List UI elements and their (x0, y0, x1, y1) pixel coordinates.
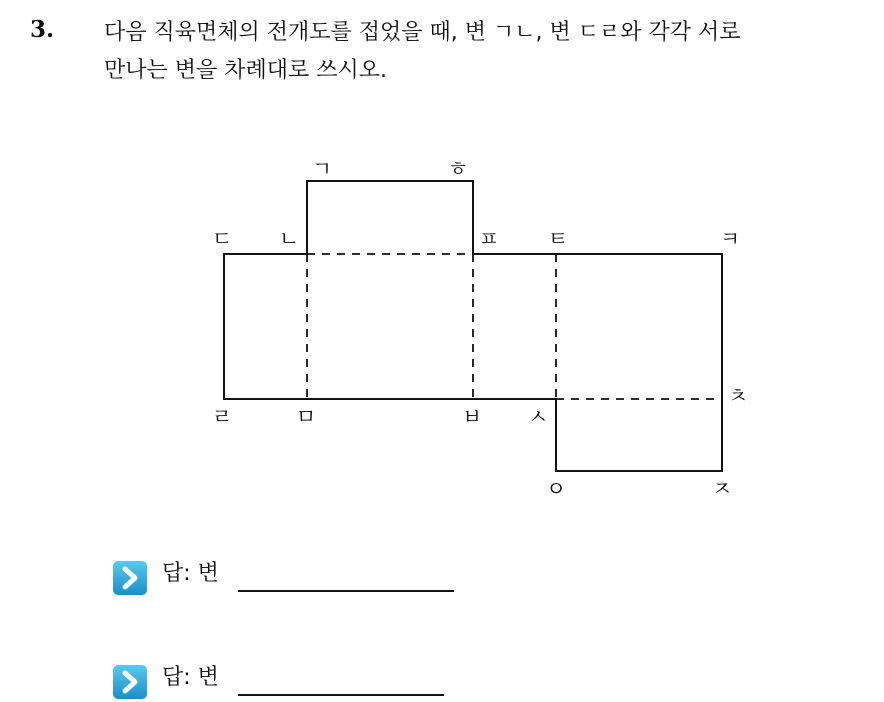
vertex-label-n: ㄴ (278, 227, 300, 251)
vertex-label-s: ㅅ (527, 405, 549, 429)
chevron-right-icon (112, 560, 148, 596)
vertex-label-o: ㅇ (545, 477, 567, 501)
vertex-label-j: ㅈ (711, 477, 733, 501)
chevron-right-icon (112, 664, 148, 700)
answer-input[interactable] (238, 694, 444, 696)
vertex-label-h: ㅎ (447, 157, 469, 181)
top-face-outline (307, 181, 473, 254)
answer-row-2 (112, 658, 452, 698)
answer-label: 답: 변 (162, 665, 219, 690)
vertex-label-t: ㅌ (547, 227, 569, 251)
vertex-label-g: ㄱ (311, 157, 333, 181)
answer-row-1 (112, 554, 462, 594)
vertex-label-p: ㅍ (478, 227, 500, 251)
question-line-1: 다음 직육면체의 전개도를 접었을 때, 변 ㄱㄴ, 변 ㄷㄹ와 각각 서로 (104, 20, 741, 45)
answer-label: 답: 변 (162, 561, 219, 586)
vertex-label-k: ㅋ (719, 227, 741, 251)
net-fold-lines (307, 254, 722, 399)
answer-input[interactable] (238, 590, 454, 592)
vertex-label-b: ㅂ (461, 405, 483, 429)
question-line-2: 만나는 변을 차례대로 쓰시오. (104, 58, 387, 83)
vertex-labels (212, 157, 748, 501)
question-number: 3. (30, 16, 55, 43)
vertex-label-m: ㅁ (295, 405, 317, 429)
vertex-label-r: ㄹ (211, 405, 233, 429)
vertex-label-ch: ㅊ (727, 384, 749, 408)
vertex-label-d: ㄷ (211, 227, 233, 251)
